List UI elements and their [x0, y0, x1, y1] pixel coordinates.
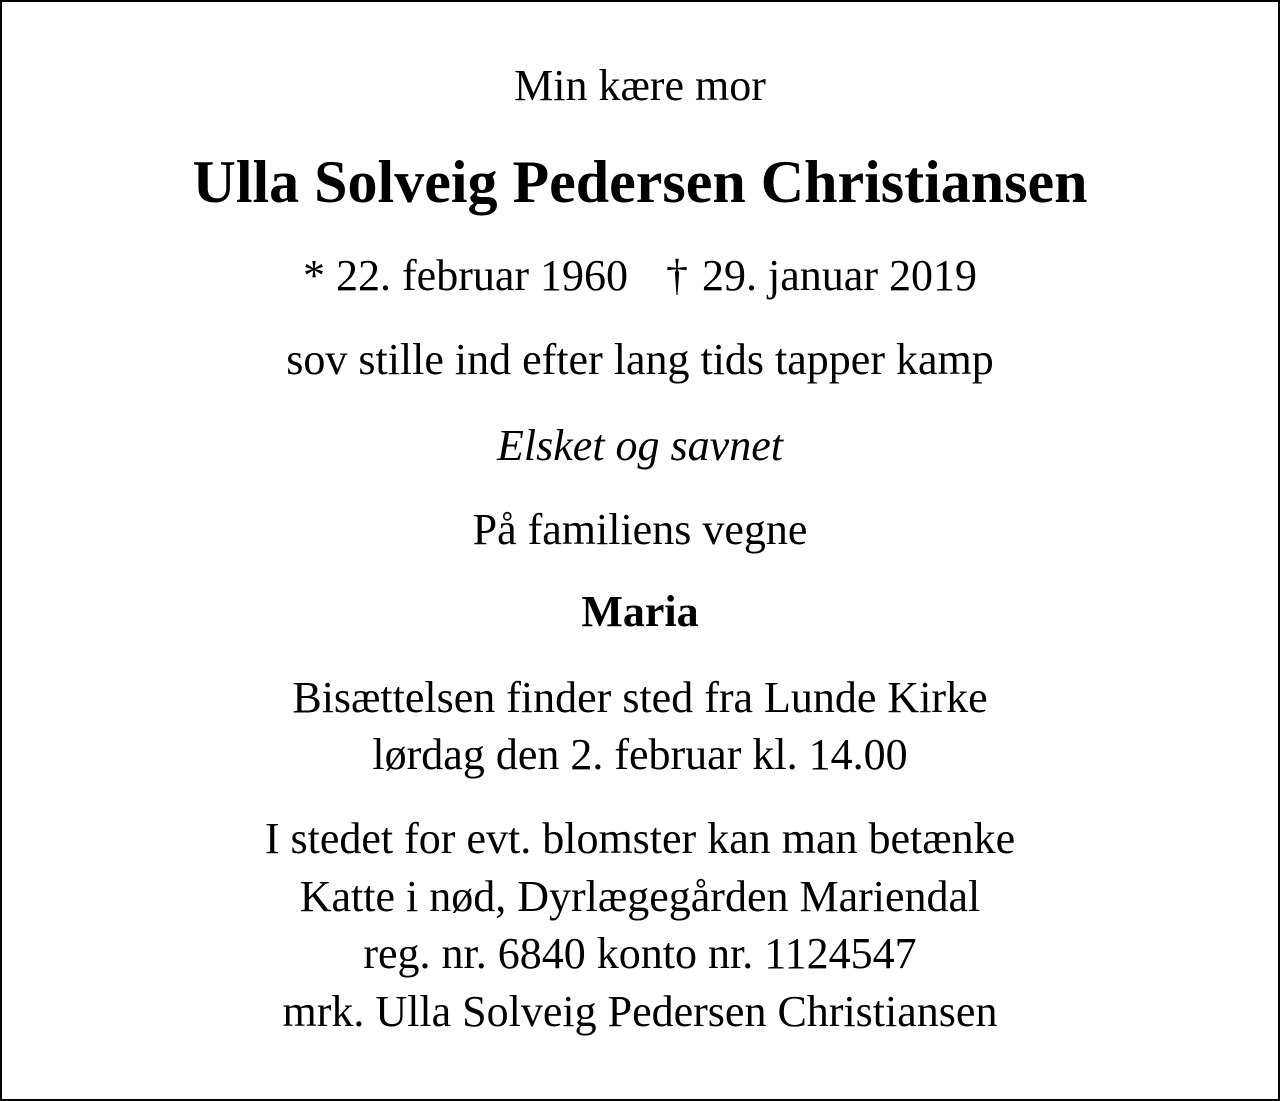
donation-line: Katte i nød, Dyrlægegården Mariendal — [299, 872, 981, 921]
death-cross-icon: † — [666, 251, 689, 300]
farewell-text: sov stille ind efter lang tids tapper kamp — [286, 335, 994, 384]
signer-name: Maria — [581, 587, 699, 636]
life-dates — [2, 251, 1278, 300]
intro-text: Min kære mor — [514, 61, 766, 110]
donation-line: mrk. Ulla Solveig Pedersen Christiansen — [282, 987, 998, 1036]
on-behalf-text: På familiens vegne — [472, 505, 808, 554]
death-date: 29. januar 2019 — [702, 251, 977, 300]
donation-line: I stedet for evt. blomster kan man betænke — [264, 814, 1016, 863]
funeral-line: lørdag den 2. februar kl. 14.00 — [372, 730, 908, 779]
deceased-name: Ulla Solveig Pedersen Christiansen — [192, 149, 1088, 215]
birth-date: * 22. februar 1960 — [303, 251, 629, 300]
loved-text: Elsket og savnet — [497, 421, 783, 470]
funeral-line: Bisættelsen finder sted fra Lunde Kirke — [292, 673, 988, 722]
donation-line: reg. nr. 6840 konto nr. 1124547 — [363, 929, 917, 978]
